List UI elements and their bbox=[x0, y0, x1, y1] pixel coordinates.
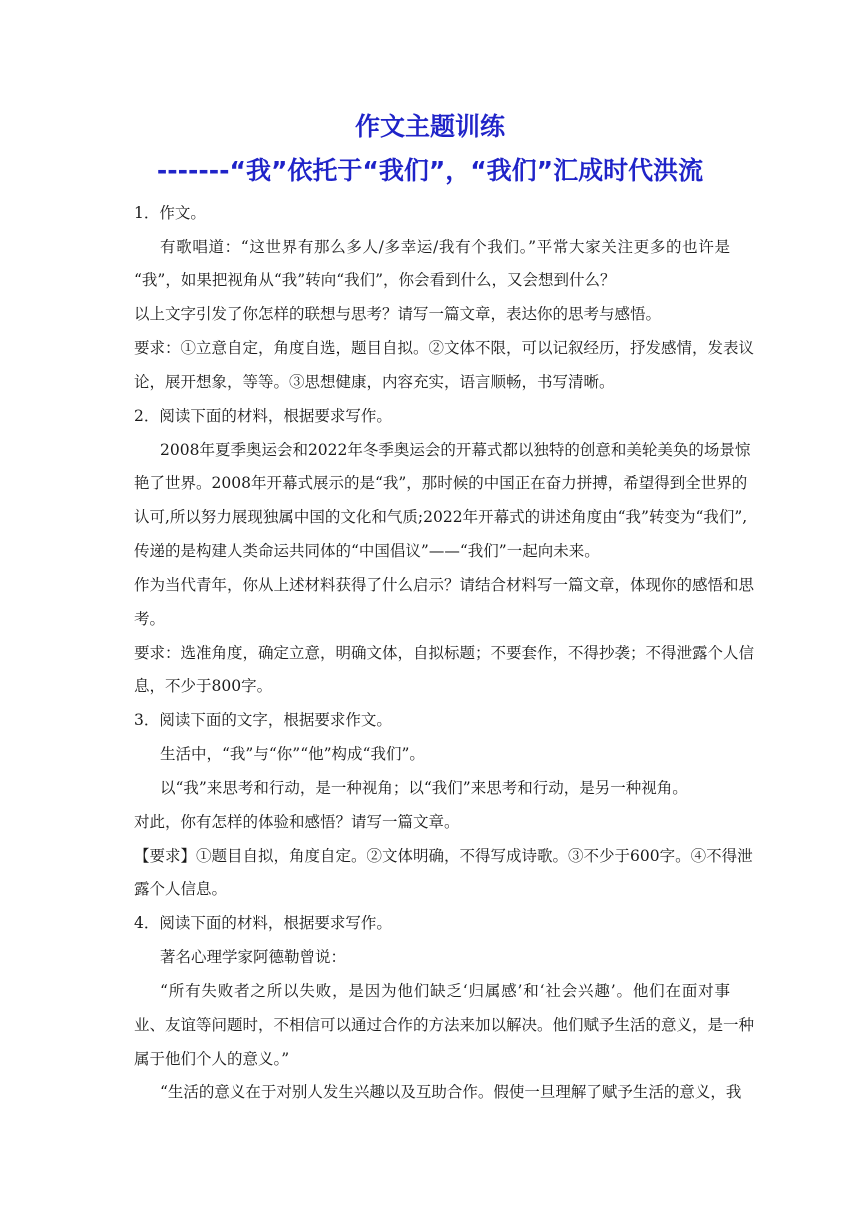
question-3-heading: 3．阅读下面的文字，根据要求作文。 bbox=[134, 711, 392, 729]
paragraph-line: 以上文字引发了你怎样的联想与思考？请写一篇文章，表达你的思考与感悟。 bbox=[134, 305, 662, 323]
paragraph-line: 认可,所以努力展现独属中国的文化和气质;2022年开幕式的讲述角度由“我”转变为“我们”, bbox=[134, 508, 748, 526]
question-2-heading: 2．阅读下面的材料，根据要求写作。 bbox=[134, 407, 392, 425]
paragraph-line: 属于他们个人的意义。” bbox=[134, 1050, 290, 1068]
paragraph-line: “生活的意义在于对别人发生兴趣以及互助合作。假使一旦理解了赋予生活的意义，我 bbox=[160, 1083, 742, 1101]
paragraph-line: 对此，你有怎样的体验和感悟？请写一篇文章。 bbox=[134, 813, 460, 831]
requirement-line: 息，不少于800字。 bbox=[134, 677, 273, 695]
document-title: 作文主题训练 bbox=[354, 112, 505, 141]
paragraph-line: 考。 bbox=[134, 610, 166, 628]
paragraph-line: 2008年夏季奥运会和2022年冬季奥运会的开幕式都以独特的创意和美轮美奂的场景惊 bbox=[160, 441, 751, 459]
paragraph-line: 以“我”来思考和行动，是一种视角；以“我们”来思考和行动，是另一种视角。 bbox=[160, 779, 688, 797]
requirement-line: 露个人信息。 bbox=[134, 880, 228, 898]
paragraph-line: 有歌唱道：“这世界有那么多人/多幸运/我有个我们。”平常大家关注更多的也许是 bbox=[160, 238, 730, 256]
question-4-heading: 4．阅读下面的材料，根据要求写作。 bbox=[134, 914, 392, 932]
paragraph-line: 生活中，“我”与“你”“他”构成“我们”。 bbox=[160, 745, 425, 763]
paragraph-line: 作为当代青年，你从上述材料获得了什么启示？请结合材料写一篇文章，体现你的感悟和思 bbox=[134, 576, 755, 594]
requirement-line: 要求：①立意自定，角度自选，题目自拟。②文体不限，可以记叙经历，抒发感情，发表议 bbox=[134, 339, 755, 357]
paragraph-line: “我”，如果把视角从“我”转向“我们”，你会看到什么，又会想到什么？ bbox=[134, 271, 616, 289]
paragraph-line: 传递的是构建人类命运共同体的“中国倡议”——“我们”一起向未来。 bbox=[134, 542, 600, 560]
question-1-heading: 1．作文。 bbox=[134, 204, 206, 222]
paragraph-line: “所有失败者之所以失败，是因为他们缺乏‘归属感’和‘社会兴趣’。他们在面对事 bbox=[160, 982, 730, 1000]
requirement-line: 论，展开想象，等等。③思想健康，内容充实，语言顺畅，书写清晰。 bbox=[134, 373, 615, 391]
requirement-line: 要求：选准角度，确定立意，明确文体，自拟标题；不要套作，不得抄袭；不得泄露个人信 bbox=[134, 644, 755, 662]
paragraph-line: 业、友谊等问题时，不相信可以通过合作的方法来加以解决。他们赋予生活的意义，是一种 bbox=[134, 1016, 755, 1034]
requirement-line: 【要求】①题目自拟，角度自定。②文体明确，不得写成诗歌。③不少于600字。④不得泄 bbox=[134, 847, 753, 865]
document-subtitle: -------“我”依托于“我们”，“我们”汇成时代洪流 bbox=[156, 156, 704, 185]
paragraph-line: 艳了世界。2008年开幕式展示的是“我”，那时候的中国正在奋力拼搏，希望得到全世界的 bbox=[134, 474, 748, 492]
paragraph-line: 著名心理学家阿德勒曾说： bbox=[160, 948, 347, 966]
